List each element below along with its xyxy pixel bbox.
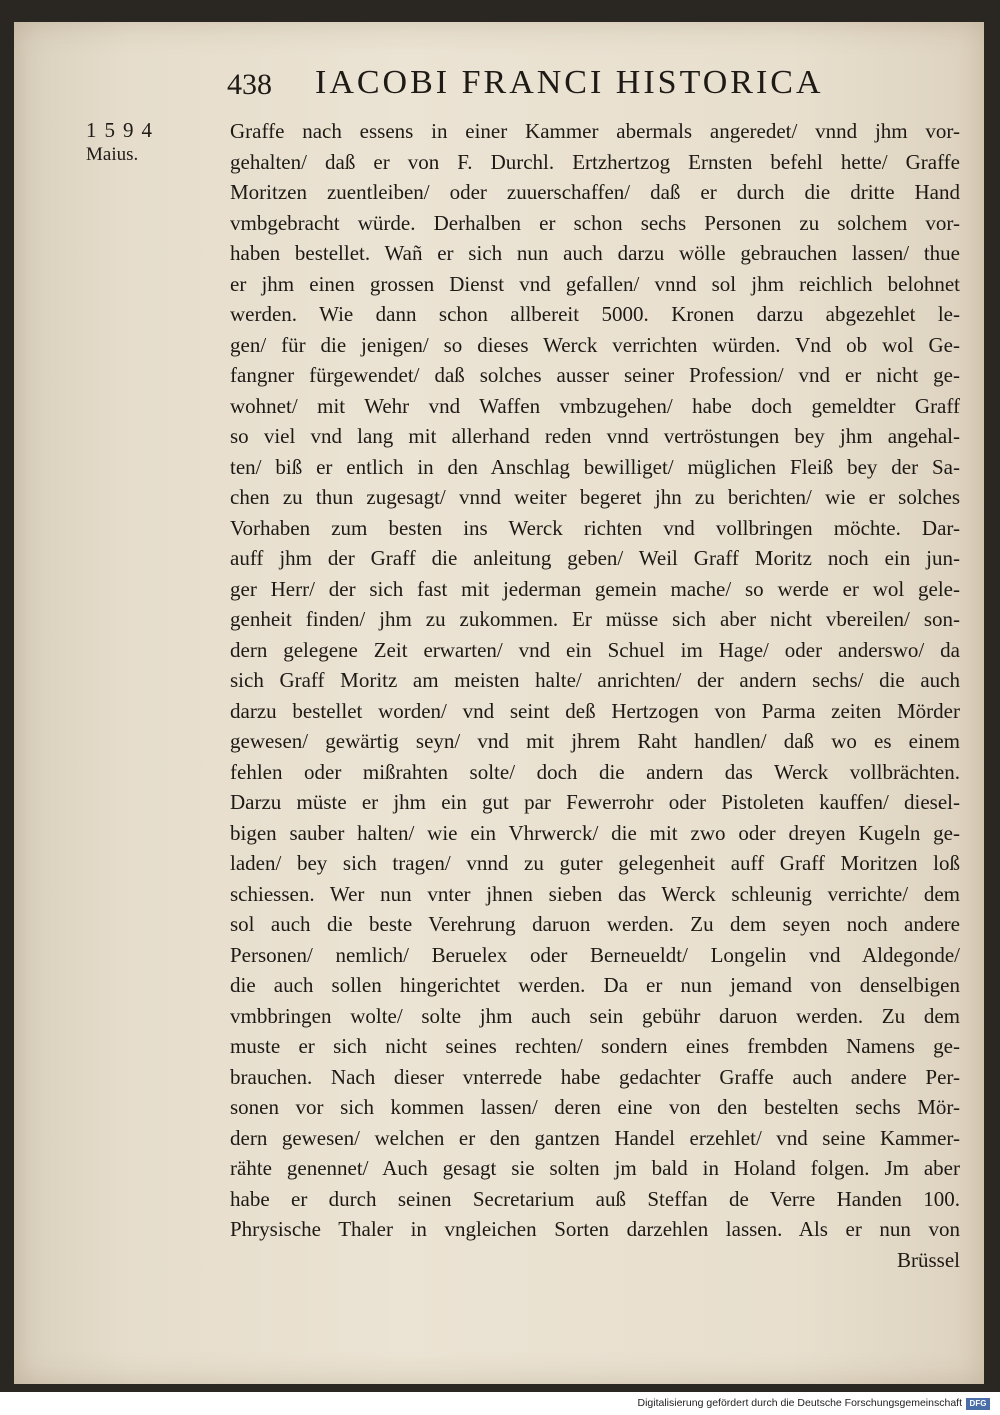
text-line: dern gelegene Zeit erwarten/ vnd ein Schuel im Hage/ oder anderswo/ da <box>230 637 960 662</box>
text-line: gen/ für die jenigen/ so dieses Werck verrichten würden. Vnd ob wol Ge- <box>230 332 960 357</box>
dfg-logo: DFG <box>966 1398 990 1410</box>
text-line: fehlen oder mißrahten solte/ doch die andern das Werck vollbrächten. <box>230 759 960 784</box>
text-line: sonen vor sich kommen lassen/ deren eine von den bestelten sechs Mör- <box>230 1095 960 1119</box>
text-line: bigen sauber halten/ wie ein Vhrwerck/ die mit zwo oder dreyen Kugeln ge- <box>230 820 960 845</box>
text-line: genheit finden/ jhm zu zukommen. Er müsse sich aber nicht vbereilen/ son- <box>230 607 960 631</box>
text-line: Phrysische Thaler in vngleichen Sorten darzehlen lassen. Als er nun von <box>230 1217 960 1241</box>
text-line: Darzu müste er jhm ein gut par Fewerrohr oder Pistoleten kauffen/ diesel- <box>230 790 960 814</box>
running-title: IACOBI FRANCI HISTORICA <box>315 64 824 101</box>
text-line: ger Herr/ der sich fast mit jederman gemein mache/ so werde er wol gele- <box>230 576 960 601</box>
text-line: habe er durch seinen Secretarium auß Steffan de Verre Handen 100. <box>230 1186 960 1211</box>
digitization-credit: Digitalisierung gefördert durch die Deutsche Forschungsgemeinschaft <box>637 1397 962 1409</box>
text-line: chen zu thun zugesagt/ vnnd weiter begeret jhn zu berichten/ wie er solches <box>230 485 960 509</box>
running-head <box>215 64 895 104</box>
text-line: sich Graff Moritz am meisten halte/ anrichten/ der andern sechs/ die auch <box>230 668 960 692</box>
text-line: wohnet/ mit Wehr vnd Waffen vmbzugehen/ habe doch gemeldter Graff <box>230 393 960 418</box>
text-line: Vorhaben zum besten ins Werck richten vnd vollbringen möchte. Dar- <box>230 515 960 540</box>
text-line: werden. Wie dann schon allbereit 5000. Kronen darzu abgezehlet le- <box>230 302 960 326</box>
text-line: dern gewesen/ welchen er den gantzen Handel erzehlet/ vnd seine Kammer- <box>230 1125 960 1150</box>
page-number: 438 <box>227 68 272 101</box>
text-line: laden/ bey sich tragen/ vnnd zu guter gelegenheit auff Graff Moritzen loß <box>230 851 960 875</box>
text-line: so viel vnd lang mit allerhand reden vnnd vertröstungen bey jhm angehal- <box>230 424 960 448</box>
text-line: Moritzen zuentleiben/ oder zuuerschaffen/ daß er durch die dritte Hand <box>230 180 960 204</box>
text-line: gewesen/ gewärtig seyn/ vnd mit jhrem Raht handlen/ daß wo es einem <box>230 729 960 753</box>
text-line: darzu bestellet worden/ vnd seint deß Hertzogen von Parma zeiten Mörder <box>230 698 960 723</box>
text-line: sol auch die beste Verehrung daruon werden. Zu dem seyen noch andere <box>230 912 960 936</box>
margin-month: Maius. <box>86 144 139 165</box>
text-line: schiessen. Wer nun vnter jhnen sieben das Werck schleunig verrichte/ dem <box>230 881 960 906</box>
text-line: ten/ biß er entlich in den Anschlag bewilliget/ müglichen Fleiß bey der Sa- <box>230 454 960 479</box>
body-text <box>230 116 960 1275</box>
text-line: vmbbringen wolte/ solte jhm auch sein gebühr daruon werden. Zu dem <box>230 1003 960 1028</box>
text-line: rähte genennet/ Auch gesagt sie solten jm bald in Holand folgen. Jm aber <box>230 1156 960 1180</box>
margin-note <box>86 118 196 170</box>
text-line: muste er sich nicht seines rechten/ sondern eines frembden Namens ge- <box>230 1034 960 1058</box>
margin-year: 1594 <box>86 118 160 142</box>
text-line: die auch sollen hingerichtet werden. Da er nun jemand von denselbigen <box>230 973 960 997</box>
text-line: vmbgebracht würde. Derhalben er schon sechs Personen zu solchem vor- <box>230 210 960 235</box>
text-line: auff jhm der Graff die anleitung geben/ Weil Graff Moritz noch ein jun- <box>230 546 960 570</box>
text-line: fangner fürgewendet/ daß solches ausser seiner Profession/ vnd er nicht ge- <box>230 363 960 387</box>
text-line: Graffe nach essens in einer Kammer abermals angeredet/ vnnd jhm vor- <box>230 119 960 143</box>
text-line: haben bestellet. Wañ er sich nun auch darzu wölle gebrauchen lassen/ thue <box>230 241 960 265</box>
text-line: brauchen. Nach dieser vnterrede habe gedachter Graffe auch andere Per- <box>230 1064 960 1089</box>
text-line: gehalten/ daß er von F. Durchl. Ertzhertzog Ernsten befehl hette/ Graffe <box>230 149 960 174</box>
text-line: er jhm einen grossen Dienst vnd gefallen/ vnnd sol jhm reichlich belohnet <box>230 271 960 296</box>
text-line: Brüssel <box>897 1247 960 1272</box>
text-line: Personen/ nemlich/ Beruelex oder Berneueldt/ Longelin vnd Aldegonde/ <box>230 942 960 967</box>
